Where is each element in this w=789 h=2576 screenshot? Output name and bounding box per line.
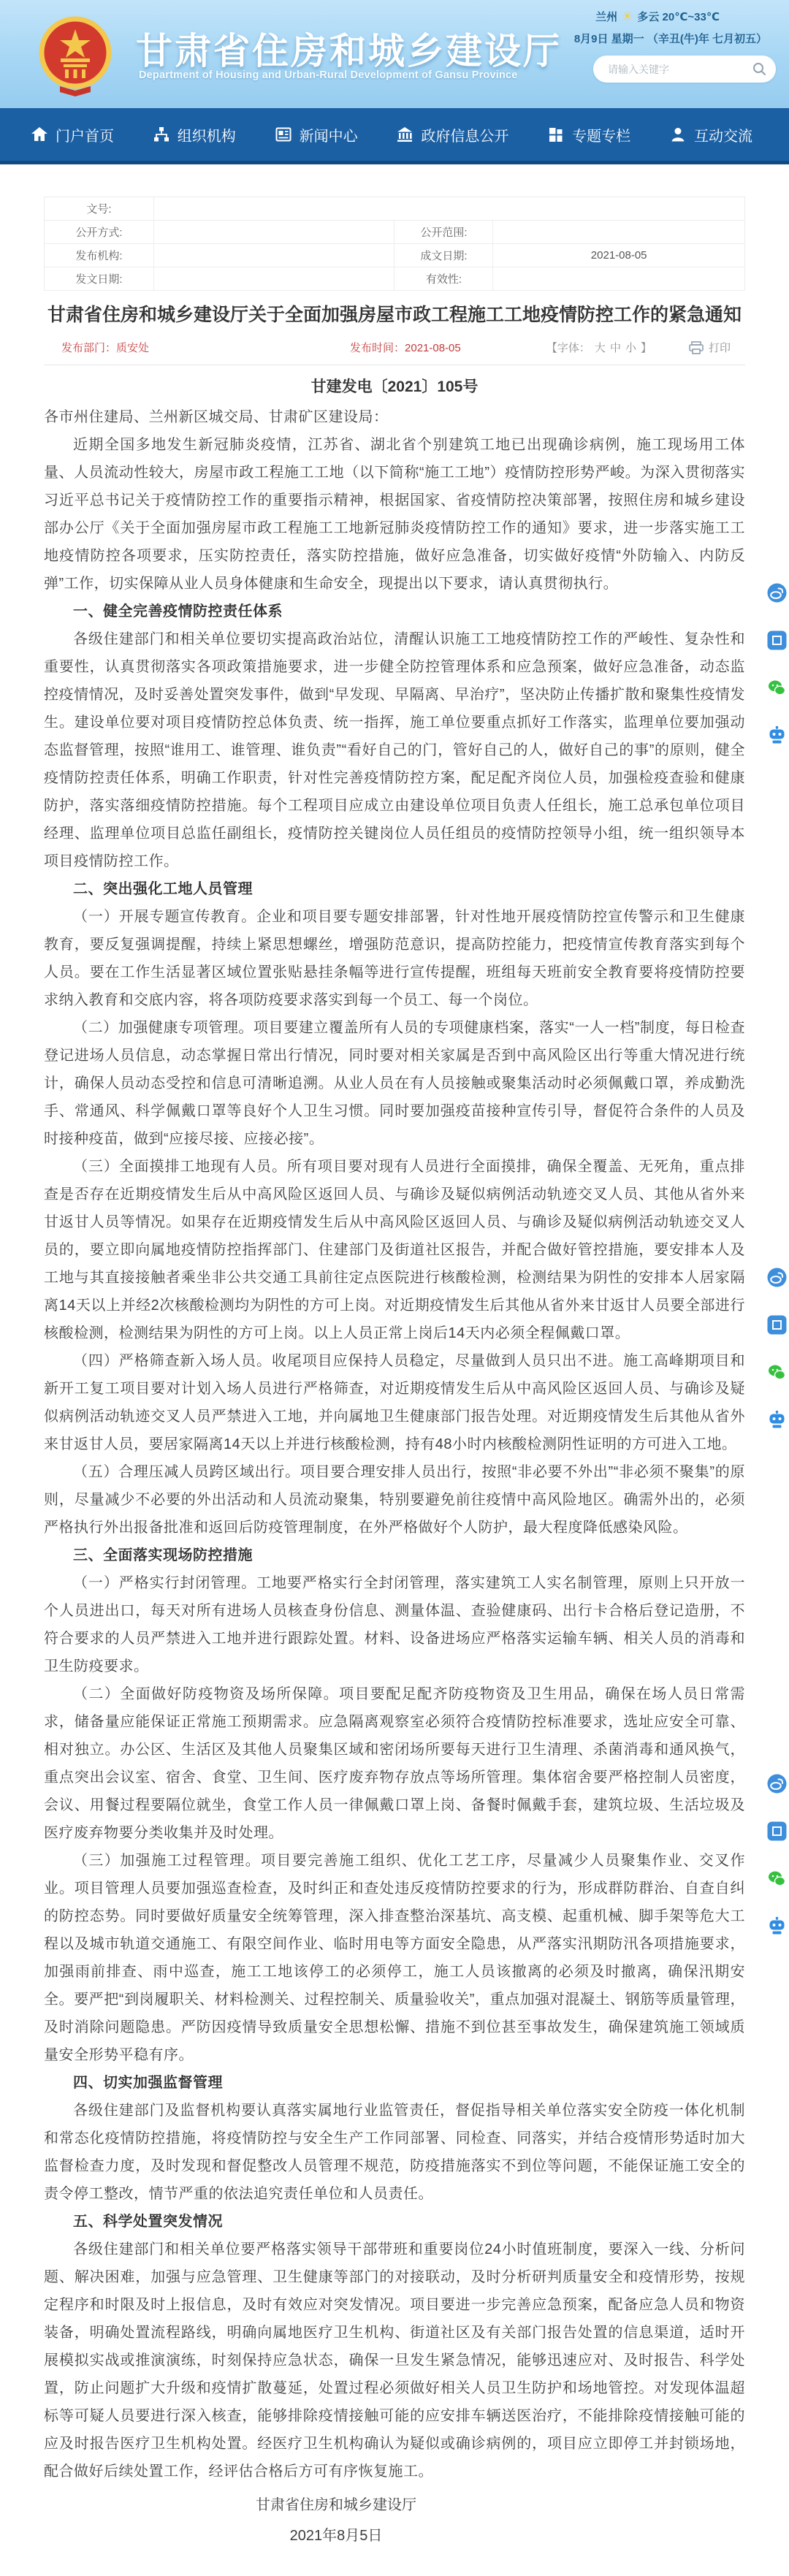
- people-icon: [669, 126, 687, 143]
- print-label: 打印: [708, 342, 731, 354]
- nav-item-4[interactable]: [396, 124, 508, 145]
- font-size-control: [544, 340, 654, 355]
- agency-name: 甘肃省住房和城乡建设厅: [136, 31, 562, 72]
- body-paragraph: 近期全国多地发生新冠肺炎疫情，江苏省、湖北省个别建筑工地已出现确诊病例，施工现场用工体量、人员流动性较大，房屋市政工程施工工地（以下简称“施工工地”）疫情防控形势严峻。为深入贯彻落实习近平总书记关于疫情防控工作的重要指示精神，根据国家、省疫情防控决策部署，按照住房和城乡建设部办公厅《关于全面加强房屋市政工程施工工地新冠肺炎疫情防控工作的通知》要求，进一步落实施工工地疫情防控各项要求，压实防控责任，落实防控措施，做好应急准备，切实做好疫情“外防输入、内防反弹”工作，切实保障从业人员身体健康和生命安全，现提出以下要求，请认真贯彻执行。: [44, 437, 745, 592]
- weibo-share-icon[interactable]: [767, 583, 787, 603]
- body-paragraph: 各级住建部门和相关单位要严格落实领导干部带班和重要岗位24小时值班制度，要深入一线、分析问题、解决困难，加强与应急管理、卫生健康等部门的对接联动，及时分析研判质量安全和疫情形势，按规定程序和时限及时上报信息，及时有效应对突发情况。项目要进一步完善应急预案，配备应急人员和物资装备，明确处置流程路线，明确向属地医疗卫生机构、街道社区及有关部门报告处置的信息渠道，适时开展模拟实战或推演演练，时刻保持应急状态，确保一旦发生紧急情况，能够迅速应对、及时报告、科学处置，防止问题扩大升级和疫情扩散蔓延，处置过程必须做好相关人员卫生防护和场地管控。对发现体温超标等可疑人员要进行深入核查，能够排除疫情接触可能的应安排车辆送医治疗，不能排除疫情接触可能的应及时报告医疗卫生机构处置。经医疗卫生机构确认为疑似或确诊病例的，项目应立即停工并封锁场地，配合做好后续处置工作，经评估合格后方可有序恢复施工。: [44, 2241, 745, 2480]
- weather-info: [595, 9, 720, 24]
- nav-item-6[interactable]: [669, 124, 752, 145]
- nav-item-label: 政府信息公开: [421, 128, 509, 145]
- body-paragraph: （二）全面做好防疫物资及场所保障。项目要配足配齐防疫物资及卫生用品，确保在场人员日常需求，储备量应能保证正常施工预期需求。应急隔离观察室必须符合疫情防控标准要求，选址应安全可靠、相对独立。办公区、生活区及其他人员聚集区域和密闭场所要每天进行卫生清理、杀菌消毒和通风换气，重点突出会议室、宿舍、食堂、卫生间、医疗废弃物存放点等场所管理。集体宿舍要严格控制人员密度，会议、用餐过程要隔位就坐，食堂工作人员一律佩戴口罩上岗、备餐时佩戴手套，建筑垃圾、生活垃圾及医疗废弃物要分类收集并及时处理。: [44, 1686, 745, 1841]
- body-paragraph: （五）合理压减人员跨区域出行。项目要合理安排人员出行，按照“非必要不外出”“非必须不聚集”的原则，尽量减少不必要的外出活动和人员流动聚集，特别要避免前往疫情中高风险地区。确需外出的，必须严格执行外出报备批准和返回后防疫管理制度，在外严格做好个人防护，最大程度降低感染风险。: [44, 1464, 745, 1536]
- open-type-value: [153, 221, 394, 244]
- signature-block: [44, 2490, 628, 2576]
- wechat-share-icon[interactable]: [767, 678, 787, 698]
- issue-date-value: [153, 267, 394, 291]
- nav-item-1[interactable]: [31, 124, 114, 145]
- nav-item-label: 新闻中心: [299, 128, 358, 145]
- open-scope-label: 公开范围:: [394, 221, 493, 244]
- nav-item-label: 门户首页: [56, 128, 114, 145]
- share-stack-2: [767, 1268, 789, 1430]
- validity-value: [493, 267, 745, 291]
- open-type-label: 公开方式:: [45, 221, 154, 244]
- body-paragraph: 各级住建部门及监督机构要认真落实属地行业监管责任，督促指导相关单位落实安全防疫一体化机制和常态化疫情防控措施，将疫情防控与安全生产工作同部署、同检查、同落实，并结合疫情形势适时加大监督检查力度，及时发现和督促整改人员管理不规范，防疫措施落实不到位等问题，不能保证施工安全的责令停工整改，情节严重的依法追究责任单位和人员责任。: [44, 2103, 745, 2202]
- font-size-small[interactable]: 小: [625, 342, 636, 354]
- section-heading: 四、切实加强监督管理: [73, 2075, 223, 2091]
- body-paragraph: （三）全面摸排工地现有人员。所有项目要对现有人员进行全面摸排，确保全覆盖、无死角，重点排查是否存在近期疫情发生后从中高风险区返回人员、与确诊及疑似病例活动轨迹交叉人员、其他从省外来甘返甘人员等情况。如果存在近期疫情发生后从中高风险区返回人员、与确诊及疑似病例活动轨迹交叉人员的，要立即向属地疫情防控指挥部门、住建部门及街道社区报告，并配合做好管控措施，要安排本人及工地与其直接接触者乘坐非公共交通工具前往定点医院进行核酸检测，检测结果为阴性的安排本人居家隔离14天以上并经2次核酸检测均为阴性的方可上岗。对近期疫情发生后其他从省外来甘返甘人员要全部进行核酸检测，检测结果为阴性的方可上岗。以上人员正常上岗后14天内必须全程佩戴口罩。: [44, 1159, 745, 1341]
- nav-item-2[interactable]: [153, 124, 236, 145]
- section-heading: 五、科学处置突发情况: [73, 2214, 223, 2230]
- grid-icon: [547, 126, 565, 143]
- font-size-medium[interactable]: 中: [609, 342, 621, 354]
- qzone-share-icon[interactable]: [767, 1315, 787, 1335]
- weibo-share-icon[interactable]: [767, 1268, 787, 1287]
- weather-condition: 多云 20℃~33℃: [637, 11, 720, 23]
- news-icon: [275, 126, 292, 143]
- gov-building-icon: [396, 126, 413, 143]
- weibo-share-icon[interactable]: [767, 1774, 787, 1794]
- issue-date-label: 发文日期:: [45, 267, 154, 291]
- robot-assistant-icon[interactable]: [767, 1916, 787, 1936]
- share-stack-1: [767, 583, 789, 745]
- article-content: [44, 197, 745, 2576]
- agency-name-english: Department of Housing and Urban-Rural Development of Gansu Province: [139, 69, 518, 81]
- org-icon: [153, 126, 170, 143]
- publish-department: 发布部门：质安处: [61, 342, 150, 354]
- sun-icon: ☀: [622, 9, 633, 23]
- article-meta-bar: [44, 340, 745, 365]
- nav-item-label: 组织机构: [177, 128, 236, 145]
- section-heading: 三、全面落实现场防控措施: [73, 1547, 253, 1563]
- publish-time: 发布时间：2021-08-05: [350, 342, 461, 354]
- section-heading: 二、突出强化工地人员管理: [73, 881, 253, 897]
- site-header: [0, 0, 789, 108]
- print-button[interactable]: [689, 340, 731, 355]
- font-size-prefix: 【字体：: [546, 342, 590, 354]
- body-paragraph: （一）开展专题宣传教育。企业和项目要专题安排部署，针对性地开展疫情防控宣传警示和卫生健康教育，要反复强调提醒，持续上紧思想螺丝，增强防范意识，提高防控能力，把疫情宣传教育落实到每个人员。要在工作生活显著区域位置张贴悬挂条幅等进行宣传提醒，班组每天班前安全教育要将疫情防控要求纳入教育和交底内容，将各项防疫要求落实到每一个员工、每一个岗位。: [44, 909, 745, 1008]
- main-nav: [0, 108, 789, 164]
- written-date-value: 2021-08-05: [493, 244, 745, 267]
- open-scope-value: [493, 221, 745, 244]
- nav-item-5[interactable]: [547, 124, 630, 145]
- signature-org: 甘肃省住房和城乡建设厅: [256, 2497, 416, 2513]
- body-paragraph: （三）加强施工过程管理。项目要完善施工组织、优化工艺工序，尽量减少人员聚集作业、交叉作业。项目管理人员要加强巡查检查，及时纠正和查处违反疫情防控要求的行为，形成群防群治、自查自纠的防控态势。同时要做好质量安全统筹管理，深入排查整治深基坑、高支模、起重机械、脚手架等危大工程以及城市轨道交通施工、有限空间作业、临时用电等方面安全隐患，从严落实汛期防汛各项措施要求，加强雨前排查、雨中巡查，施工工地该停工的必须停工，施工人员该撤离的必须及时撤离，确保汛期安全。要严把“到岗履职关、材料检测关、过程控制关、质量验收关”，重点加强对混凝土、钢筋等质量管理，及时消除问题隐患。严防因疫情导致质量安全思想松懈、措施不到位甚至事故发生，确保建筑施工领域质量安全形势平稳有序。: [44, 1853, 745, 2063]
- addressee-line: 各市州住建局、兰州新区城交局、甘肃矿区建设局：: [44, 409, 389, 425]
- search-box: [593, 56, 776, 83]
- body-paragraph: 各级住建部门和相关单位要切实提高政治站位，清醒认识施工工地疫情防控工作的严峻性、复杂性和重要性，认真贯彻落实各项政策措施要求，进一步健全防控管理体系和应急预案，做好应急准备，动态监控疫情情况，及时妥善处置突发事件，做到“早发现、早隔离、早治疗”，坚决防止传播扩散和聚集性疫情发生。建设单位要对项目疫情防控总体负责、统一指挥，施工单位要重点抓好工作落实，监理单位要加强动态监督管理，按照“谁用工、谁管理、谁负责”“看好自己的门，管好自己的人，做好自己的事”的原则，健全疫情防控责任体系，明确工作职责，针对性完善疫情防控方案，配足配齐岗位人员，加强检疫查验和健康防护，落实落细疫情防控措施。每个工程项目应成立由建设单位项目负责人任组长，施工总承包单位项目经理、监理单位项目总监任副组长，疫情防控关键岗位人员任组员的疫情防控领导小组，统一组织领导本项目疫情防控工作。: [44, 631, 745, 869]
- nav-item-3[interactable]: [275, 124, 358, 145]
- article-title: 甘肃省住房和城乡建设厅关于全面加强房屋市政工程施工工地疫情防控工作的紧急通知: [47, 305, 742, 325]
- doc-no-value: [153, 197, 744, 221]
- nav-items: [0, 124, 789, 145]
- home-icon: [31, 126, 48, 143]
- nav-item-label: 专题专栏: [572, 128, 631, 145]
- robot-assistant-icon[interactable]: [767, 725, 787, 745]
- doc-no-label: 文号:: [45, 197, 154, 221]
- weather-city: 兰州: [595, 11, 618, 23]
- signature-date: 2021年8月5日: [289, 2528, 383, 2544]
- document-meta-table: [44, 197, 745, 291]
- wechat-share-icon[interactable]: [767, 1363, 787, 1382]
- body-paragraph: （四）严格筛查新入场人员。收尾项目应保持人员稳定，尽量做到人员只出不进。施工高峰期项目和新开工复工项目要对计划入场人员进行严格筛查，对近期疫情发生后从中高风险区返回人员、与确诊及疑似病例活动轨迹交叉人员严禁进入工地，并向属地卫生健康部门报告处理。对近期疫情发生后其他从省外来甘返甘人员，要居家隔离14天以上并进行核酸检测，持有48小时内核酸检测阴性证明的方可进入工地。: [44, 1353, 745, 1452]
- body-paragraph: （一）严格实行封闭管理。工地要严格实行全封闭管理，落实建筑工人实名制管理，原则上只开放一个人员进出口，每天对所有进场人员核查身份信息、测量体温、查验健康码、出行卡合格后登记造册，不符合要求的人员严禁进入工地并进行跟踪处置。材料、设备进场应严格落实运输车辆、相关人员的消毒和卫生防疫要求。: [44, 1575, 745, 1674]
- nav-item-label: 互动交流: [693, 128, 752, 145]
- validity-label: 有效性:: [394, 267, 493, 291]
- font-size-suffix: 】: [640, 342, 652, 354]
- magnifier-icon[interactable]: [752, 62, 766, 76]
- font-size-large[interactable]: 大: [594, 342, 606, 354]
- article-body: [44, 403, 745, 2485]
- printer-icon: [689, 341, 704, 354]
- date-line: 8月9日 星期一 （辛丑(牛)年 七月初五）: [573, 33, 767, 45]
- qzone-share-icon[interactable]: [767, 1821, 787, 1841]
- document-number: 甘建发电〔2021〕105号: [310, 378, 479, 395]
- national-emblem-logo: [38, 16, 113, 96]
- wechat-share-icon[interactable]: [767, 1869, 787, 1889]
- body-paragraph: （二）加强健康专项管理。项目要建立覆盖所有人员的专项健康档案，落实“一人一档”制度，每日检查登记进场人员信息，动态掌握日常出行情况，同时要对相关家属是否到中高风险区出行等重大情况进行统计，确保人员动态受控和信息可清晰追溯。从业人员在有人员接触或聚集活动时必须佩戴口罩，养成勤洗手、常通风、科学佩戴口罩等良好个人卫生习惯。同时要加强疫苗接种宣传引导，督促符合条件的人员及时接种疫苗，做到“应接尽接、应接必接”。: [44, 1020, 745, 1147]
- pub-org-value: [153, 244, 394, 267]
- robot-assistant-icon[interactable]: [767, 1410, 787, 1430]
- search-input[interactable]: [606, 63, 752, 76]
- pub-org-label: 发布机构:: [45, 244, 154, 267]
- qzone-share-icon[interactable]: [767, 630, 787, 650]
- share-stack-3: [767, 1774, 789, 1936]
- written-date-label: 成文日期:: [394, 244, 493, 267]
- section-heading: 一、健全完善疫情防控责任体系: [73, 603, 283, 620]
